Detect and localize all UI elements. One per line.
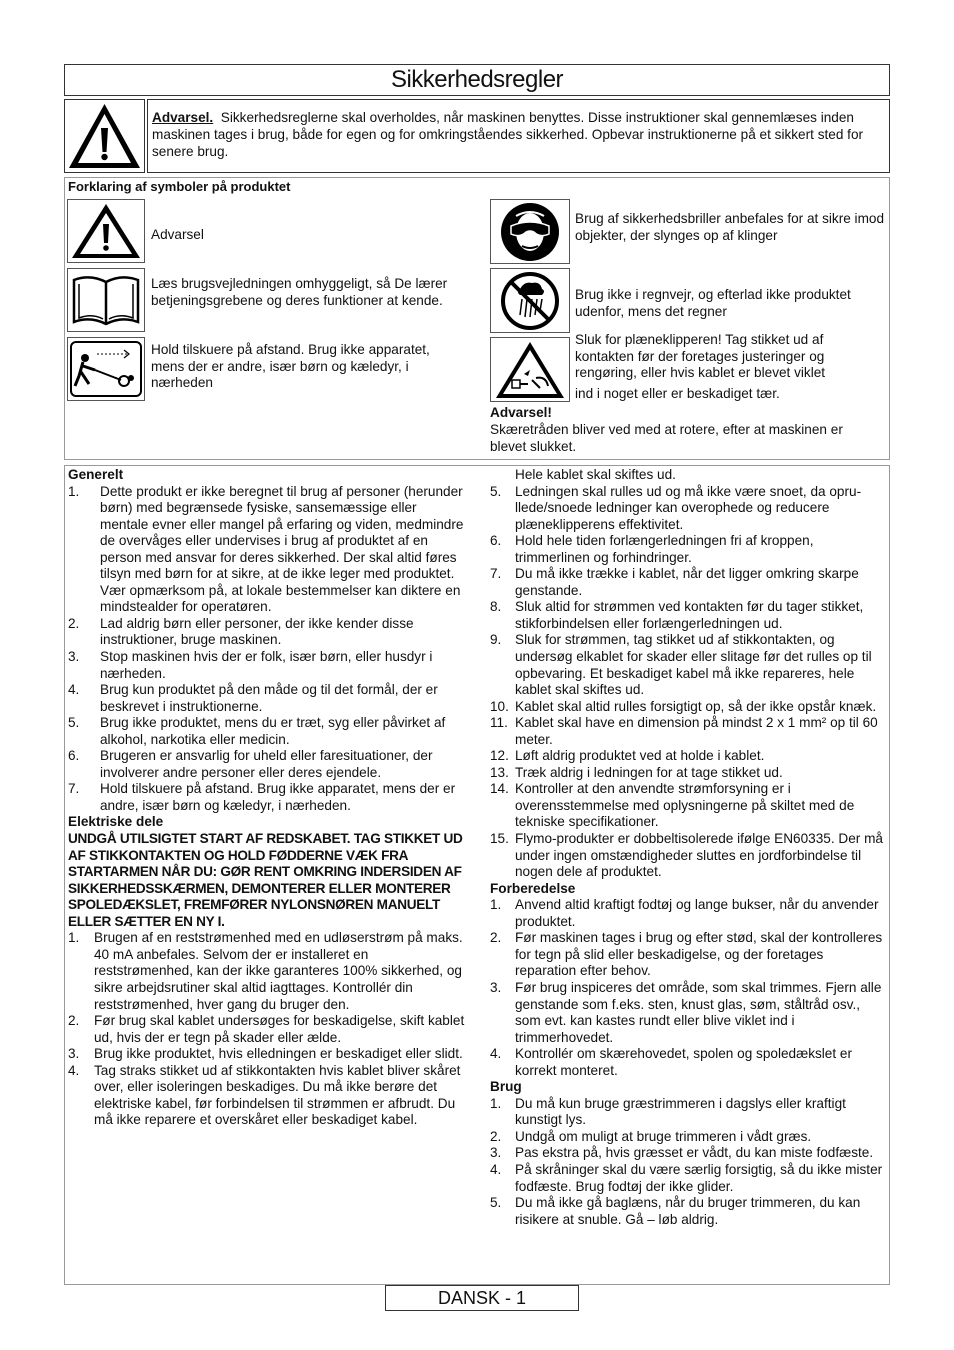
symbol-rain-cell <box>490 268 570 333</box>
list-item <box>490 1145 887 1162</box>
list-item <box>490 1046 887 1079</box>
warning-text-box <box>147 99 890 173</box>
symbol-goggles-text: Brug af sikkerhedsbriller anbefales for at sikre imod objekter, der slynges op af klinger <box>575 211 885 243</box>
electrical-list-continued <box>490 484 887 881</box>
list-item <box>490 897 887 930</box>
preparation-heading: Forberedelse <box>490 880 576 896</box>
rotation-warning-text: Skæretråden bliver ved med at rotere, efter at maskinen er blevet slukket. <box>490 422 843 454</box>
electrical-list <box>68 930 466 1129</box>
list-item <box>490 632 887 698</box>
list-item-number: 8. <box>490 599 502 615</box>
symbol-unplug-cell <box>490 337 570 402</box>
list-item-number: 3. <box>490 1145 502 1161</box>
list-item-text: Før maskinen tages i brug og efter stød, skal der kontrolleres for tegn på slid eller beskadigelse, og der foretages reparation efter behov. <box>515 930 883 979</box>
electrical-heading: Elektriske dele <box>68 814 164 830</box>
list-item-text: Du må ikke trække i kablet, når det ligger omkring skarpe genstande. <box>515 566 859 598</box>
list-item-text: Brugen af en reststrømenhed med en udløserstrøm på maks. 40 mA anbefales. Selvom der er installeret en reststrømenhed, kan der ikke garanteres 100% sikkerhed, og sikre arbejdsrutiner skal altid iagttages. Kontrollér din reststrømenhed, hver gang du bruger den. <box>94 930 463 1012</box>
bystanders-icon <box>69 340 143 398</box>
list-item-number: 9. <box>490 632 502 648</box>
list-item-text: Sluk altid for strømmen ved kontakten før du tager stikket, stikforbindelsen eller forlængerledningen ud. <box>515 599 864 631</box>
list-item-text: Dette produkt er ikke beregnet til brug af personer (herunder børn) med begrænsede fysiske, sansemæssige eller mentale evner eller mangel på erfaring og viden, medmindre de overvåges eller undervises i brug af produktet af en person med ansvar for deres sikkerhed. Der skal altid føres tilsyn med børn for at sikre, at de ikke leger med produktet. Vær opmærksom på, at lokale bestemmelser kan diktere en mindstealder for operatøren. <box>100 483 464 615</box>
list-item <box>490 599 887 632</box>
rotation-warning-title: Advarsel! <box>490 405 552 420</box>
list-item <box>490 484 887 534</box>
list-item <box>490 1129 887 1146</box>
list-item-number: 12. <box>490 748 509 764</box>
list-item-number: 6. <box>68 748 80 764</box>
list-item-text: Før brug skal kablet undersøges for beskadigelse, skift kablet ud, hvis der er tegn på skader eller ælde. <box>94 1013 465 1045</box>
list-item-number: 1. <box>490 897 502 913</box>
list-item-text: Tag straks stikket ud af stikkontakten hvis kablet bliver skåret over, eller isoleringen beskadiges. Du må ikke berøre det elektriske kabel, før forbindelsen til strømmen er afbrudt. Du må ikke reparere et overskåret eller beskadiget kabel. <box>94 1062 461 1128</box>
list-item-number: 6. <box>490 533 502 549</box>
list-item-number: 5. <box>490 483 502 499</box>
list-item-number: 13. <box>490 764 509 780</box>
list-item <box>68 484 466 616</box>
list-item-number: 7. <box>490 566 502 582</box>
list-item-number: 5. <box>68 715 80 731</box>
list-item-text: Sluk for strømmen, tag stikket ud af stikkontakten, og undersøg elkablet for skader eller slitage før det rulles op til opbevaring. Et beskadiget kabel må ikke repareres, hele kablet skal skiftes ud. <box>515 632 872 698</box>
warning-icon-box <box>64 99 145 173</box>
list-item-number: 5. <box>490 1195 502 1211</box>
list-item-text: Ledningen skal rulles ud og må ikke være snoet, da oprullede/snoede ledninger kan overophede og reducere plæneklipperens effektivitet. <box>515 483 862 532</box>
preparation-list <box>490 897 887 1079</box>
list-item-number: 1. <box>68 483 80 499</box>
general-list <box>68 484 466 815</box>
list-item-number: 2. <box>490 930 502 946</box>
list-item <box>490 533 887 566</box>
use-heading: Brug <box>490 1079 522 1095</box>
list-item-text: Brugeren er ansvarlig for uheld eller faresituationer, der involverer andre personer eller deres ejendele. <box>100 748 433 780</box>
list-item <box>490 930 887 980</box>
list-item-text: Kablet skal have en dimension på mindst 2 x 1 mm² op til 60 meter. <box>515 715 878 747</box>
list-item <box>68 616 466 649</box>
list-item-text: Hold hele tiden forlængerledningen fri af kroppen, trimmerlinen og forhindringer. <box>515 533 814 565</box>
list-item-number: 14. <box>490 781 509 797</box>
list-item-text: Kontrollér om skærehovedet, spolen og spoledækslet er korrekt monteret. <box>515 1046 853 1078</box>
list-item <box>490 831 887 881</box>
electrical-warning-caps: UNDGÅ UTILSIGTET START AF REDSKABET. TAG STIKKET UD AF STIKKONTAKTEN OG HOLD FØDDERNE VÆK FRA STARTARMEN NÅR DU: GØR RENT OMKRING INDERSIDEN AF SIKKERHEDSSKÆRMEN, DEMONTERER ELLER MONTERER SPOLEDÆKSLET, FREMFØRER NYLONSNØREN MANUELT ELLER SÆTTER EN NY I. <box>68 831 463 929</box>
list-item <box>68 1013 466 1046</box>
list-item-text: Pas ekstra på, hvis græsset er vådt, du kan miste fodfæste. <box>515 1145 874 1161</box>
general-heading: Generelt <box>68 467 124 482</box>
open-book-icon <box>70 272 142 328</box>
right-column <box>490 467 887 1228</box>
symbol-book-text: Læs brugsvejledningen omhyggeligt, så De lærer betjeningsgrebene og deres funktioner at kende. <box>151 276 448 308</box>
list-item <box>490 1096 887 1129</box>
unplug-warning-icon <box>494 340 566 400</box>
list-item <box>68 1046 466 1063</box>
list-item-text: Brug ikke produktet, hvis elledningen er beskadiget eller slidt. <box>94 1046 463 1062</box>
list-item-number: 4. <box>68 1062 80 1078</box>
list-item <box>68 748 466 781</box>
list-item-number: 2. <box>68 1013 80 1029</box>
list-item-text: Kablet skal altid rulles forsigtigt op, så der ikke opstår knæk. <box>515 698 877 714</box>
warning-text: Sikkerhedsreglerne skal overholdes, når maskinen benyttes. Disse instruktioner skal gennemlæses inden maskinen tages i brug, både for egen og for omkringståendes sikkerhed. Opbevar instruktionerne på et sikkert sted for senere brug. <box>152 110 864 159</box>
list-item <box>490 699 887 716</box>
list-item-text: Kontroller at den anvendte strømforsyning er i overensstemmelse med oplysningerne på skiltet med de tekniske specifikationer. <box>515 781 855 830</box>
list-item-text: Du må ikke gå baglæns, når du bruger trimmeren, du kan risikere at snuble. Gå – løb aldrig. <box>515 1195 861 1227</box>
warning-label: Advarsel. <box>152 110 214 125</box>
page-title: Sikkerhedsregler <box>390 66 564 93</box>
title-box <box>64 64 890 96</box>
list-item-text: Stop maskinen hvis der er folk, især børn, eller husdyr i nærheden. <box>100 649 433 681</box>
list-item <box>490 1195 887 1228</box>
list-item <box>68 781 466 814</box>
warning-triangle-icon <box>70 202 142 260</box>
list-item-number: 4. <box>68 682 80 698</box>
list-item-text: Brug ikke produktet, mens du er træt, syg eller påvirket af alkohol, narkotika eller medicin. <box>100 715 446 747</box>
list-item-number: 2. <box>68 615 80 631</box>
list-item-number: 2. <box>490 1128 502 1144</box>
list-item <box>68 715 466 748</box>
list-item-text: Hold tilskuere på afstand. Brug ikke apparatet, mens der er andre, især børn og kæledyr, i nærheden. <box>100 781 456 813</box>
list-item-number: 10. <box>490 698 509 714</box>
symbol-rain-text: Brug ikke i regnvejr, og efterlad ikke produktet udenfor, mens det regner <box>575 287 851 319</box>
list-item-text: Løft aldrig produktet ved at holde i kablet. <box>515 748 765 764</box>
list-item-number: 4. <box>490 1161 502 1177</box>
list-item <box>490 765 887 782</box>
list-item-text: Brug kun produktet på den måde og til det formål, der er beskrevet i instruktionerne. <box>100 682 438 714</box>
symbol-warning-text: Advarsel <box>151 227 204 242</box>
list-item-text: Før brug inspiceres det område, som skal trimmes. Fjern alle genstande som f.eks. sten, knust glas, søm, ståltråd osv., som evt. kan kastes rundt eller blive viklet ind i trimmerhovedet. <box>515 979 882 1045</box>
symbol-goggles-cell <box>490 199 570 264</box>
symbol-bystanders-text: Hold tilskuere på afstand. Brug ikke apparatet, mens der er andre, især børn og kæledyr, i nærheden <box>151 342 430 390</box>
symbols-heading: Forklaring af symboler på produktet <box>68 179 291 194</box>
list-item <box>68 1063 466 1129</box>
list-item-text: Undgå om muligt at bruge trimmeren i vådt græs. <box>515 1128 812 1144</box>
list-item-number: 15. <box>490 831 509 847</box>
list-item-text: Træk aldrig i ledningen for at tage stikket ud. <box>515 764 783 780</box>
warning-triangle-icon <box>65 100 144 172</box>
list-item-text: Du må kun bruge græstrimmeren i dagslys eller kraftigt kunstigt lys. <box>515 1095 846 1128</box>
list-item <box>490 566 887 599</box>
list-item <box>490 715 887 748</box>
no-rain-icon <box>498 271 562 331</box>
symbol-unplug-text: Sluk for plæneklipperen! Tag stikket ud af kontakten før der foretages justeringer og rengøring, eller hvis kablet er blevet viklet <box>575 332 826 380</box>
page-footer: DANSK - 1 <box>385 1285 579 1311</box>
electrical-continuation: Hele kablet skal skiftes ud. <box>515 467 676 482</box>
list-item <box>490 781 887 831</box>
list-item <box>68 930 466 1013</box>
list-item-number: 3. <box>490 979 502 995</box>
left-column <box>68 467 466 1129</box>
list-item-number: 1. <box>490 1095 502 1111</box>
list-item-number: 1. <box>68 930 80 946</box>
list-item-text: Anvend altid kraftigt fodtøj og lange bukser, når du anvender produktet. <box>515 897 879 929</box>
list-item <box>68 682 466 715</box>
symbol-unplug-text-continued: ind i noget eller er beskadiget tær. <box>575 386 780 401</box>
list-item-number: 4. <box>490 1046 502 1062</box>
use-list <box>490 1096 887 1228</box>
list-item <box>68 649 466 682</box>
list-item-text: På skråninger skal du være særlig forsigtig, så du ikke mister fodfæste. Brug fodtøj der ikke glider. <box>515 1161 883 1194</box>
list-item-number: 7. <box>68 781 80 797</box>
list-item <box>490 1162 887 1195</box>
list-item-number: 11. <box>490 715 508 731</box>
safety-goggles-icon <box>498 202 562 262</box>
symbol-warning-cell <box>67 199 145 263</box>
list-item-number: 3. <box>68 1046 80 1062</box>
list-item-number: 3. <box>68 649 80 665</box>
list-item-text: Flymo-produkter er dobbeltisolerede ifølge EN60335. Der må under ingen omstændigheder sluttes en jordforbindelse til nogen dele af produktet. <box>515 831 883 880</box>
symbol-bystanders-cell <box>67 337 145 401</box>
list-item <box>490 748 887 765</box>
list-item-text: Lad aldrig børn eller personer, der ikke kender disse instruktioner, bruge maskinen. <box>100 615 414 648</box>
list-item <box>490 980 887 1046</box>
symbol-book-cell <box>67 268 145 332</box>
